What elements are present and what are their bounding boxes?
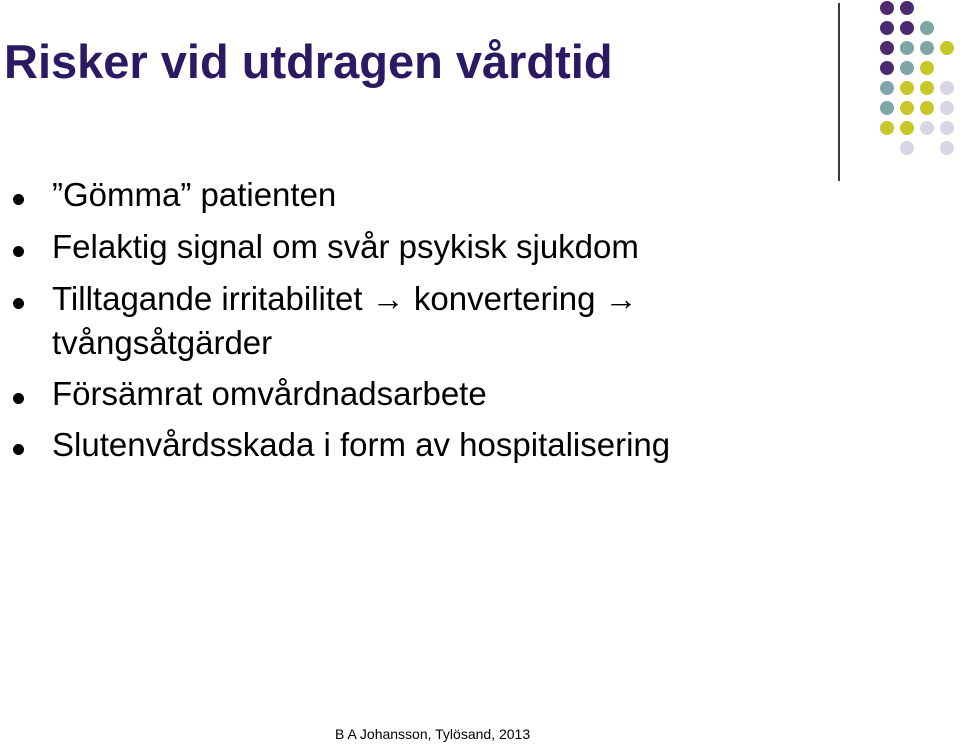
decorative-dot-lime (920, 81, 934, 95)
footer-credit: B A Johansson, Tylösand, 2013 (335, 726, 531, 742)
bullet-text: Försämrat omvårdnadsarbete (52, 375, 487, 412)
decorative-dot-lime (920, 61, 934, 75)
decorative-dot-lavender (940, 101, 954, 115)
bullet-text: Slutenvårdsskada i form av hospitalisering (52, 426, 671, 463)
decorative-dot-lavender (900, 141, 914, 155)
decorative-dot-lavender (940, 141, 954, 155)
bullet-dot-icon (13, 298, 24, 309)
decorative-dot-lime (900, 121, 914, 135)
decorative-dot-purple (900, 21, 914, 35)
bullet-text: Felaktig signal om svår psykisk sjukdom (52, 228, 639, 265)
decorative-dot-purple (880, 41, 894, 55)
decorative-dot-lavender (940, 121, 954, 135)
decorative-dot-purple (880, 21, 894, 35)
bullet-dot-icon (13, 444, 24, 455)
decorative-dot-purple (880, 1, 894, 15)
decorative-dot-lime (880, 121, 894, 135)
decorative-dot-purple (880, 61, 894, 75)
decorative-dot-lime (920, 101, 934, 115)
decorative-dot-teal (900, 41, 914, 55)
bullet-text: ”Gömma” patienten (52, 176, 337, 213)
bullet-text: tvångsåtgärder (52, 324, 273, 361)
decorative-dot-lavender (940, 81, 954, 95)
bullet-text: Tilltagande irritabilitet → konvertering → (52, 280, 638, 317)
bullet-dot-icon (13, 194, 24, 205)
decorative-dot-teal (880, 81, 894, 95)
decorative-dot-teal (900, 61, 914, 75)
bullet-dot-icon (13, 393, 24, 404)
decorative-dot-teal (880, 101, 894, 115)
decorative-dot-lime (900, 101, 914, 115)
decorative-dot-lime (900, 81, 914, 95)
decorative-dot-teal (920, 21, 934, 35)
slide-title: Risker vid utdragen vårdtid (4, 35, 613, 88)
decorative-dot-teal (920, 41, 934, 55)
decorative-dot-lime (940, 41, 954, 55)
bullet-dot-icon (13, 246, 24, 257)
vertical-divider (838, 3, 840, 181)
decorative-dot-purple (900, 1, 914, 15)
decorative-dot-grid-icon (860, 0, 960, 160)
decorative-dot-lavender (920, 121, 934, 135)
